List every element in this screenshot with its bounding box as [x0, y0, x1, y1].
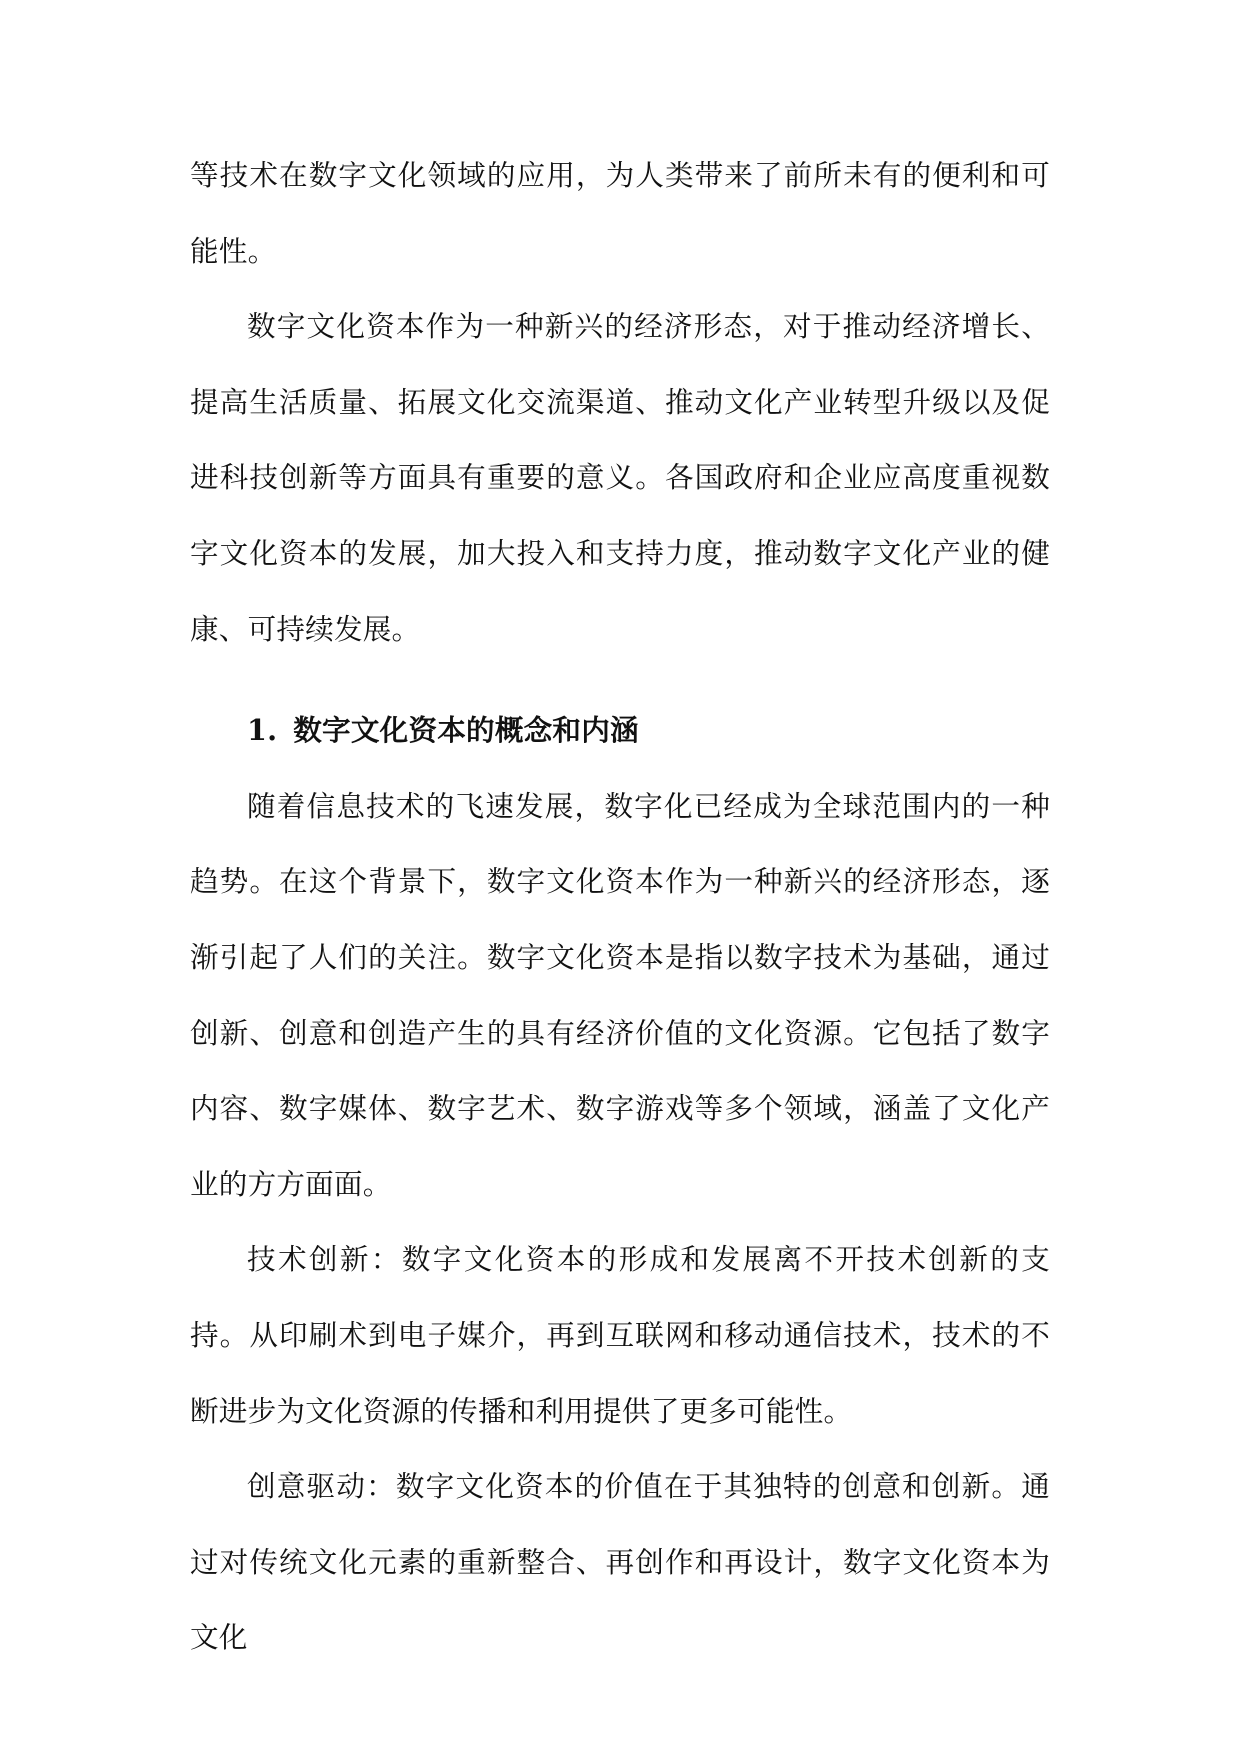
section-heading — [190, 693, 1050, 769]
document-body — [190, 138, 1050, 1676]
paragraph-technology-innovation: 技术创新：数字文化资本的形成和发展离不开技术创新的支持。从印刷术到电子媒介，再到互联网和移动通信技术，技术的不断进步为文化资源的传播和利用提供了更多可能性。 — [190, 1242, 1050, 1428]
section-title: 数字文化资本的概念和内涵 — [293, 713, 639, 748]
paragraph-significance: 数字文化资本作为一种新兴的经济形态，对于推动经济增长、提高生活质量、拓展文化交流渠道、推动文化产业转型升级以及促进科技创新等方面具有重要的意义。各国政府和企业应高度重视数字文化资本的发展，加大投入和支持力度，推动数字文化产业的健康、可持续发展。 — [190, 309, 1050, 646]
section-number: 1. — [247, 713, 278, 748]
paragraph-definition: 随着信息技术的飞速发展，数字化已经成为全球范围内的一种趋势。在这个背景下，数字文化资本作为一种新兴的经济形态，逐渐引起了人们的关注。数字文化资本是指以数字技术为基础，通过创新、创意和创造产生的具有经济价值的文化资源。它包括了数字内容、数字媒体、数字艺术、数字游戏等多个领域，涵盖了文化产业的方方面面。 — [190, 788, 1050, 1201]
paragraph-creative-driven: 创意驱动：数字文化资本的价值在于其独特的创意和创新。通过对传统文化元素的重新整合、再创作和再设计，数字文化资本为文化 — [190, 1469, 1050, 1655]
heading-spacer — [190, 667, 1050, 693]
paragraph-continuation: 等技术在数字文化领域的应用，为人类带来了前所未有的便利和可能性。 — [190, 158, 1050, 268]
